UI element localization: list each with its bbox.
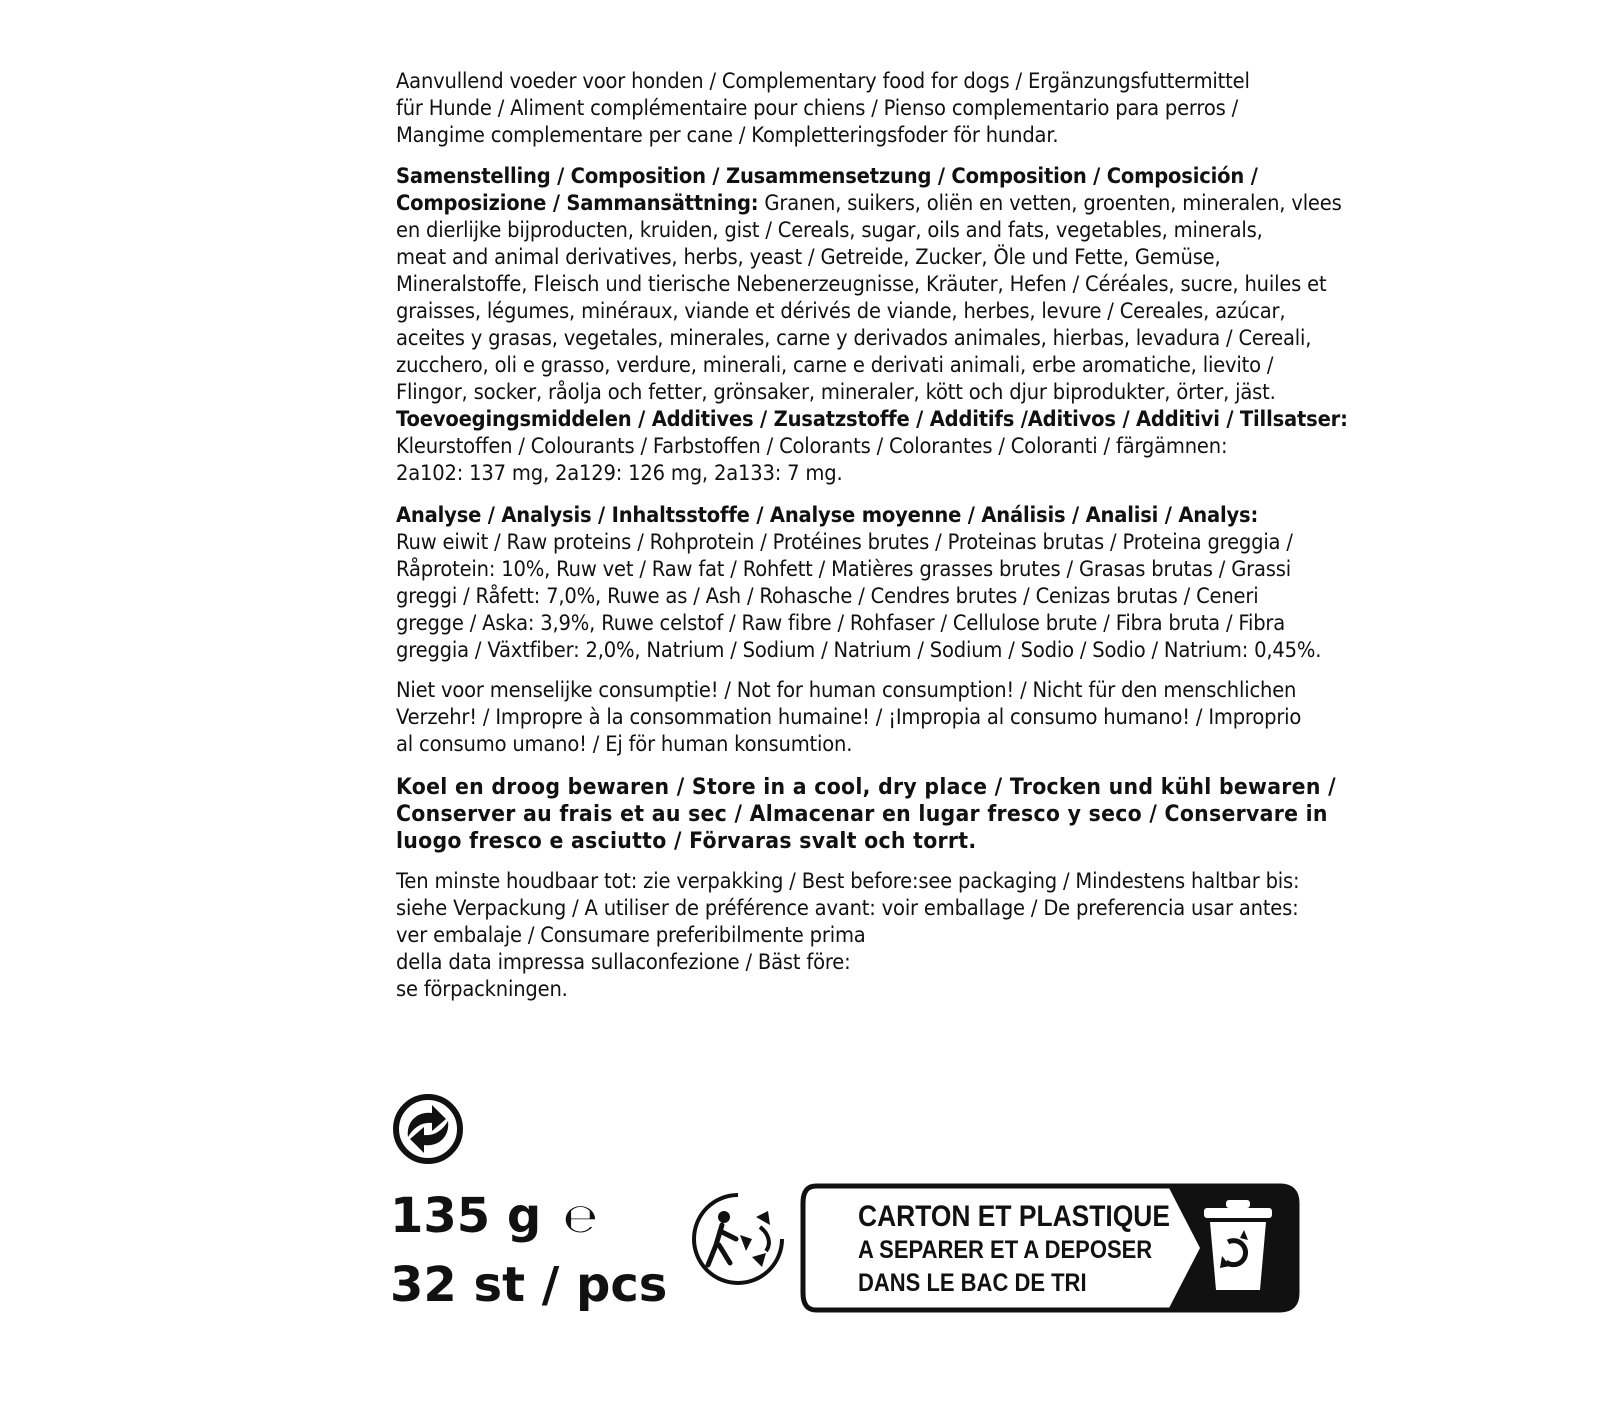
text-line: Mineralstoffe, Fleisch und tierische Nebenerzeugnisse, Kräuter, Hefen / Céréales, sucre, huiles et [396,272,1327,296]
text-line: gregge / Aska: 3,9%, Ruwe celstof / Raw fibre / Rohfaser / Cellulose brute / Fibra bruta / Fibra [396,611,1286,635]
text-line: graisses, légumes, minéraux, viande et dérivés de viande, herbes, levure / Cereales, azúcar, [396,299,1286,323]
text-line: se förpackningen. [396,977,568,1001]
text-line: Aanvullend voeder voor honden / Complementary food for dogs / Ergänzungsfuttermittel [396,69,1250,93]
composition-heading-cont: Composizione / Sammansättning: [396,191,759,215]
text-line: siehe Verpackung / A utiliser de préférence avant: voir emballage / De preferencia usar antes: [396,896,1299,920]
text-line: greggia / Växtfiber: 2,0%, Natrium / Sodium / Natrium / Sodium / Sodio / Sodio / Natrium: 0,45%. [396,638,1322,662]
product-description [396,68,1252,149]
text-line: greggi / Råfett: 7,0%, Ruwe as / Ash / Rohasche / Cendres brutes / Cenizas brutas / Ceneri [396,584,1259,608]
consumption-warning [396,677,1302,758]
text-line: Conserver au frais et au sec / Almacenar en lugar fresco y seco / Conservare in [396,802,1328,827]
composition-section [396,163,1348,487]
text-line: Ruw eiwit / Raw proteins / Rohprotein / Protéines brutes / Proteinas brutas / Proteina greggia / [396,530,1293,554]
triman-line-1: CARTON ET PLASTIQUE [858,1200,1170,1233]
text-line: ver embalaje / Consumare preferibilmente prima [396,923,866,947]
text-line: Kleurstoffen / Colourants / Farbstoffen / Colorants / Colorantes / Coloranti / färgämnen: [396,434,1228,458]
text-line: aceites y grasas, vegetales, minerales, carne y derivados animales, hierbas, levadura / Cereali, [396,326,1312,350]
recycling-bin-icon [1200,1198,1276,1294]
text-line: Niet voor menselijke consumptie! / Not for human consumption! / Nicht für den menschlichen [396,678,1297,702]
text-line: luogo fresco e asciutto / Förvaras svalt och torrt. [396,829,977,854]
storage-instructions [396,774,1336,855]
net-quantity [390,1183,667,1318]
green-dot-icon [392,1093,464,1165]
text-line: für Hunde / Aliment complémentaire pour chiens / Pienso complementario para perros / [396,96,1239,120]
estimated-sign: ℮ [563,1196,598,1242]
analysis-heading: Analyse / Analysis / Inhaltsstoffe / Analyse moyenne / Análisis / Analisi / Analys: [396,503,1259,527]
text-line: Flingor, socker, råolja och fetter, grönsaker, mineraler, kött och djur biprodukter, örter, jäst. [396,380,1276,404]
text-line: Mangime complementare per cane / Kompletteringsfoder för hundar. [396,123,1059,147]
triman-text [858,1200,1170,1300]
text-line: zucchero, oli e grasso, verdure, minerali, carne e derivati animali, erbe aromatiche, lievito / [396,353,1274,377]
triman-line-2: A SEPARER ET A DEPOSER [858,1236,1153,1264]
net-weight: 135 g [390,1188,542,1244]
additives-heading: Toevoegingsmiddelen / Additives / Zusatzstoffe / Additifs /Aditivos / Additivi / Tillsatser: [396,407,1348,431]
text-line [396,190,1342,217]
text-line: Koel en droog bewaren / Store in a cool, dry place / Trocken und kühl bewaren / [396,775,1336,800]
tidyman-recycling-icon [686,1187,790,1289]
text-line: al consumo umano! / Ej för human konsumtion. [396,732,853,756]
composition-heading: Samenstelling / Composition / Zusammensetzung / Composition / Composición / [396,164,1258,188]
triman-line-3: DANS LE BAC DE TRI [858,1269,1087,1297]
text-line: Verzehr! / Impropre à la consommation humaine! / ¡Impropia al consumo humano! / Improprio [396,705,1302,729]
text-line: della data impressa sullaconfezione / Bäst före: [396,950,851,974]
piece-count: 32 st / pcs [390,1257,668,1313]
analysis-section [396,502,1322,664]
text-line: 2a102: 137 mg, 2a129: 126 mg, 2a133: 7 mg. [396,461,843,485]
text-line: Ten minste houdbaar tot: zie verpakking / Best before:see packaging / Mindestens haltbar bis: [396,869,1300,893]
text-line: meat and animal derivatives, herbs, yeast / Getreide, Zucker, Öle und Fette, Gemüse, [396,245,1221,269]
text-line: Råprotein: 10%, Ruw vet / Raw fat / Rohfett / Matières grasses brutes / Grasas brutas / Grassi [396,557,1292,581]
best-before-section [396,868,1300,1003]
text-line: en dierlijke bijproducten, kruiden, gist / Cereals, sugar, oils and fats, vegetables, minerals, [396,218,1263,242]
composition-text: Granen, suikers, oliën en vetten, groenten, mineralen, vlees [758,191,1342,215]
